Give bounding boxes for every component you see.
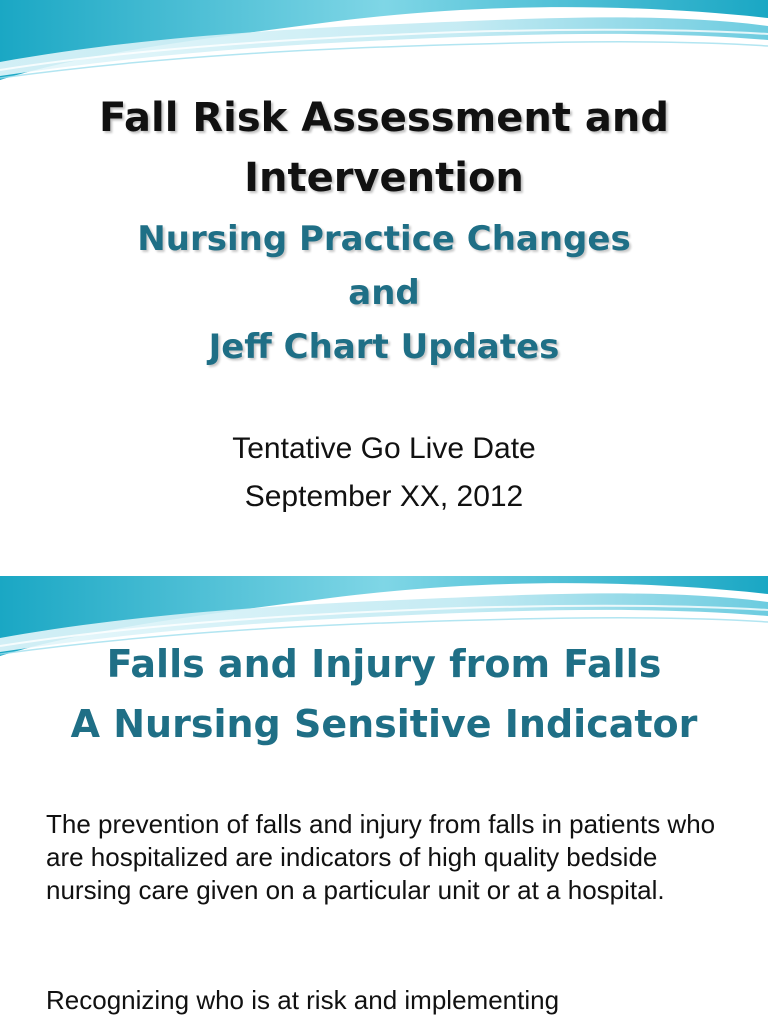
slide1-title-line1: Fall Risk Assessment and: [99, 95, 669, 141]
go-live-label: Tentative Go Live Date: [232, 432, 536, 465]
slide2-title-line2: A Nursing Sensitive Indicator: [70, 702, 698, 746]
wave-header-graphic: [0, 0, 768, 90]
slide1-title-line2: Intervention: [244, 155, 524, 201]
slide2-title-line1: Falls and Injury from Falls: [106, 642, 662, 686]
slide1-subtitle-line2: and: [348, 273, 420, 313]
go-live-date: September XX, 2012: [244, 480, 524, 513]
slide1-subtitle: [0, 212, 768, 374]
slide1-subtitle-line1: Nursing Practice Changes: [137, 219, 631, 259]
slide-2: [0, 576, 768, 1024]
slide1-title: [0, 88, 768, 208]
slide2-title: [0, 634, 768, 754]
go-live-date-block: [0, 425, 768, 521]
slide1-subtitle-line3: Jeff Chart Updates: [208, 327, 560, 367]
slide2-paragraph-1: The prevention of falls and injury from falls in patients who are hospitalized are indicators of high quality bedside nursing care given on a particular unit or at a hospital.: [46, 809, 716, 905]
slide2-paragraph-2: Recognizing who is at risk and implementing: [46, 985, 560, 1015]
